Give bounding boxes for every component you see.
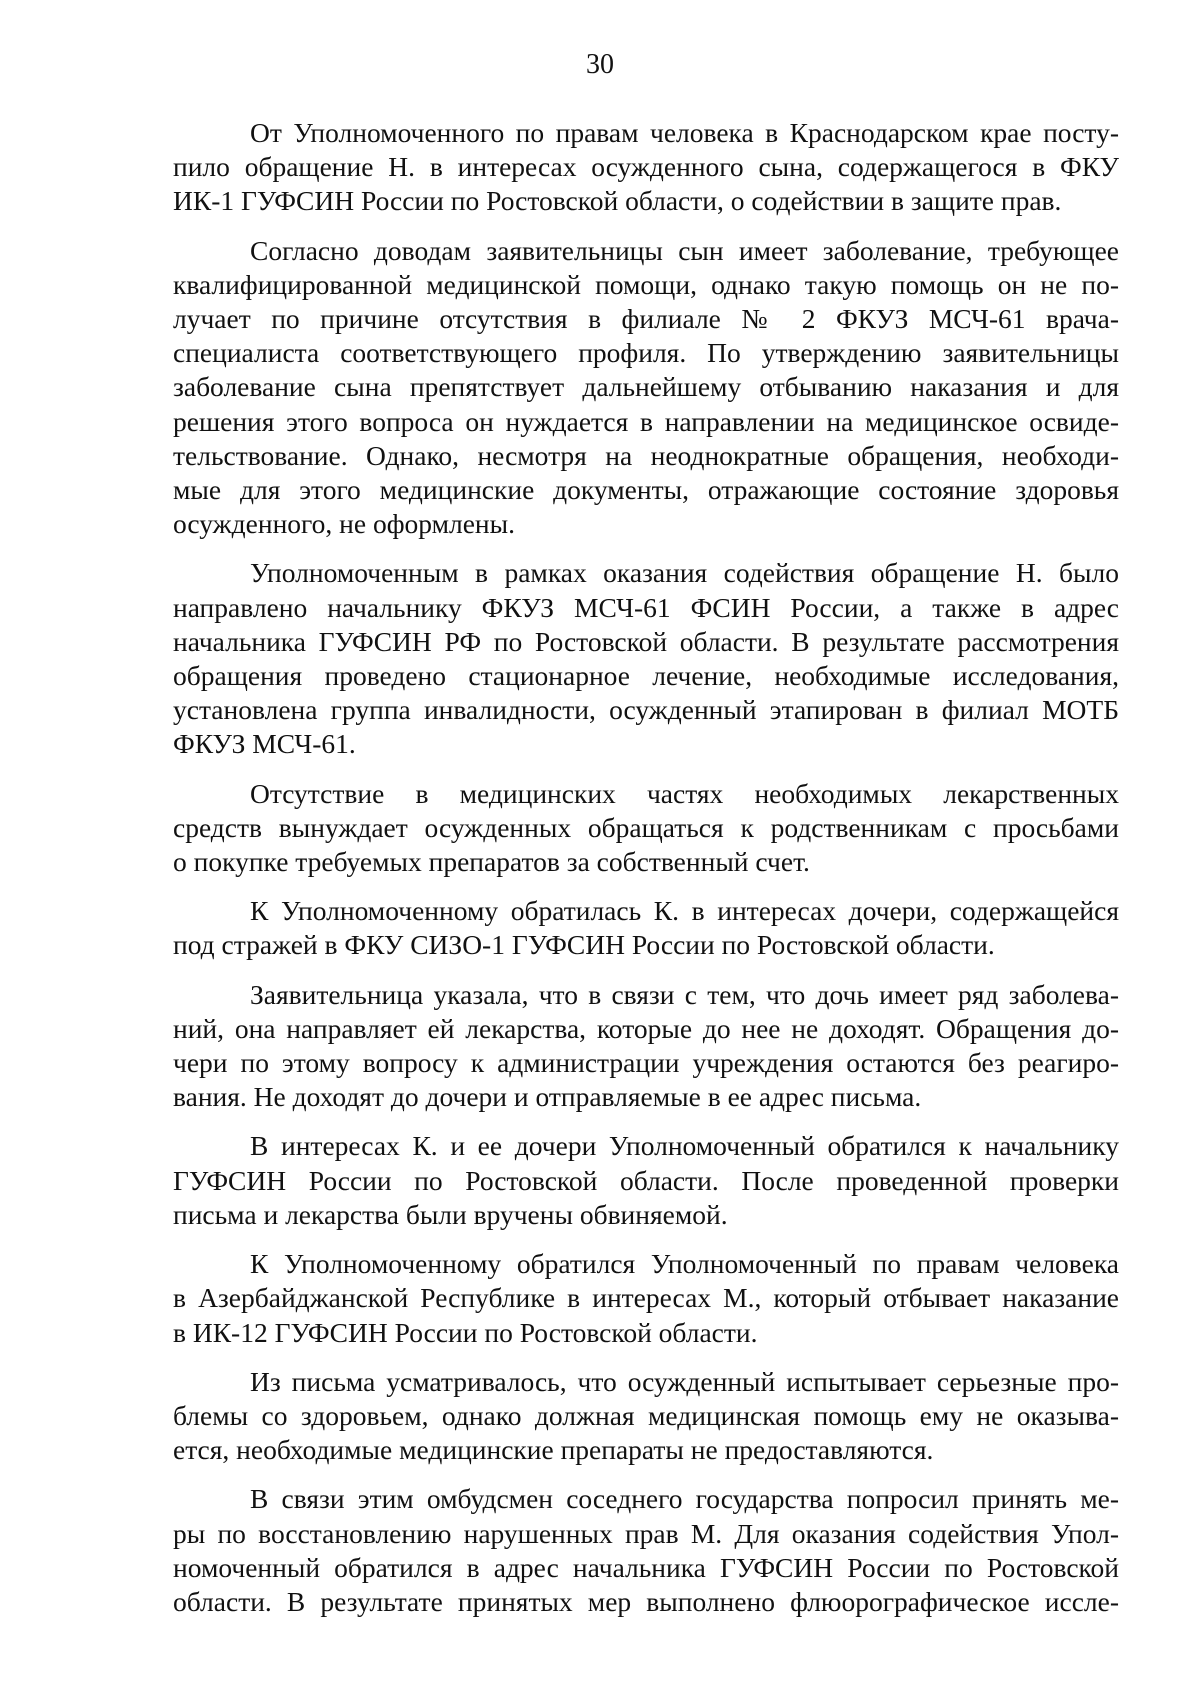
paragraph xyxy=(173,777,1119,880)
paragraph xyxy=(173,1247,1119,1350)
paragraph xyxy=(173,234,1119,542)
page-number: 30 xyxy=(586,49,614,80)
paragraph xyxy=(173,116,1119,219)
text-line: заболевание сына препятствует дальнейшему отбыванию наказания и для xyxy=(173,371,1119,403)
text-line: области. В результате принятых мер выполнено флюорографическое иссле- xyxy=(173,1585,1119,1617)
text-line: средств вынуждает осужденных обращаться к родственникам с просьбами xyxy=(173,811,1119,843)
text-line: Из письма усматривалось, что осужденный испытывает серьезные про- xyxy=(250,1365,1119,1397)
text-line: осужденного, не оформлены. xyxy=(173,508,515,540)
text-line: Заявительница указала, что в связи с тем, что дочь имеет ряд заболева- xyxy=(250,978,1119,1010)
text-line: квалифицированной медицинской помощи, однако такую помощь он не по- xyxy=(173,268,1119,300)
text-line: направлено начальнику ФКУЗ МСЧ-61 ФСИН России, а также в адрес xyxy=(173,591,1119,623)
text-line: ры по восстановлению нарушенных прав М. Для оказания содействия Упол- xyxy=(173,1517,1119,1549)
text-line: лучает по причине отсутствия в филиале № 2 ФКУЗ МСЧ-61 врача- xyxy=(173,303,1119,335)
text-line: в ИК-12 ГУФСИН России по Ростовской области. xyxy=(173,1316,758,1348)
text-line: пило обращение Н. в интересах осужденного сына, содержащегося в ФКУ xyxy=(173,151,1119,183)
paragraph xyxy=(173,1129,1119,1232)
document-body xyxy=(173,116,1119,1634)
text-line: обращения проведено стационарное лечение, необходимые исследования, xyxy=(173,660,1119,692)
text-line: о покупке требуемых препаратов за собственный счет. xyxy=(173,846,810,878)
text-line: тельствование. Однако, несмотря на неоднократные обращения, необходи- xyxy=(173,439,1119,471)
text-line: ГУФСИН России по Ростовской области. После проведенной проверки xyxy=(173,1164,1119,1196)
paragraph xyxy=(173,1482,1119,1619)
text-line: Уполномоченным в рамках оказания содействия обращение Н. было xyxy=(250,557,1119,589)
text-line: К Уполномоченному обратился Уполномоченный по правам человека xyxy=(250,1248,1119,1280)
text-line: под стражей в ФКУ СИЗО-1 ГУФСИН России по Ростовской области. xyxy=(173,929,995,961)
text-line: В интересах К. и ее дочери Уполномоченный обратился к начальнику xyxy=(250,1130,1119,1162)
text-line: решения этого вопроса он нуждается в направлении на медицинское освиде- xyxy=(173,405,1119,437)
text-line: ется, необходимые медицинские препараты не предоставляются. xyxy=(173,1434,934,1466)
text-line: мые для этого медицинские документы, отражающие состояние здоровья xyxy=(173,474,1119,506)
text-line: установлена группа инвалидности, осужденный этапирован в филиал МОТБ xyxy=(173,694,1119,726)
text-line: Отсутствие в медицинских частях необходимых лекарственных xyxy=(250,777,1119,809)
paragraph xyxy=(173,978,1119,1115)
text-line: письма и лекарства были вручены обвиняемой. xyxy=(173,1198,728,1230)
text-line: специалиста соответствующего профиля. По утверждению заявительницы xyxy=(173,337,1119,369)
paragraph xyxy=(173,1365,1119,1468)
text-line: Согласно доводам заявительницы сын имеет заболевание, требующее xyxy=(250,234,1119,266)
text-line: начальника ГУФСИН РФ по Ростовской области. В результате рассмотрения xyxy=(173,625,1119,657)
text-line: От Уполномоченного по правам человека в Краснодарском крае посту- xyxy=(250,117,1119,148)
text-line: ФКУЗ МСЧ-61. xyxy=(173,728,356,760)
text-line: ИК-1 ГУФСИН России по Ростовской области, о содействии в защите прав. xyxy=(173,185,1062,217)
text-line: К Уполномоченному обратилась К. в интересах дочери, содержащейся xyxy=(250,895,1119,927)
paragraph xyxy=(173,556,1119,761)
text-line: в Азербайджанской Республике в интересах М., который отбывает наказание xyxy=(173,1282,1119,1314)
text-line: ний, она направляет ей лекарства, которые до нее не доходят. Обращения до- xyxy=(173,1012,1119,1044)
text-line: В связи этим омбудсмен соседнего государства попросил принять ме- xyxy=(250,1483,1119,1515)
text-line: номоченный обратился в адрес начальника ГУФСИН России по Ростовской xyxy=(173,1551,1119,1583)
paragraph xyxy=(173,894,1119,962)
text-line: чери по этому вопросу к администрации учреждения остаются без реагиро- xyxy=(173,1047,1119,1079)
text-line: вания. Не доходят до дочери и отправляемые в ее адрес письма. xyxy=(173,1081,922,1113)
text-line: блемы со здоровьем, однако должная медицинская помощь ему не оказыва- xyxy=(173,1399,1119,1431)
